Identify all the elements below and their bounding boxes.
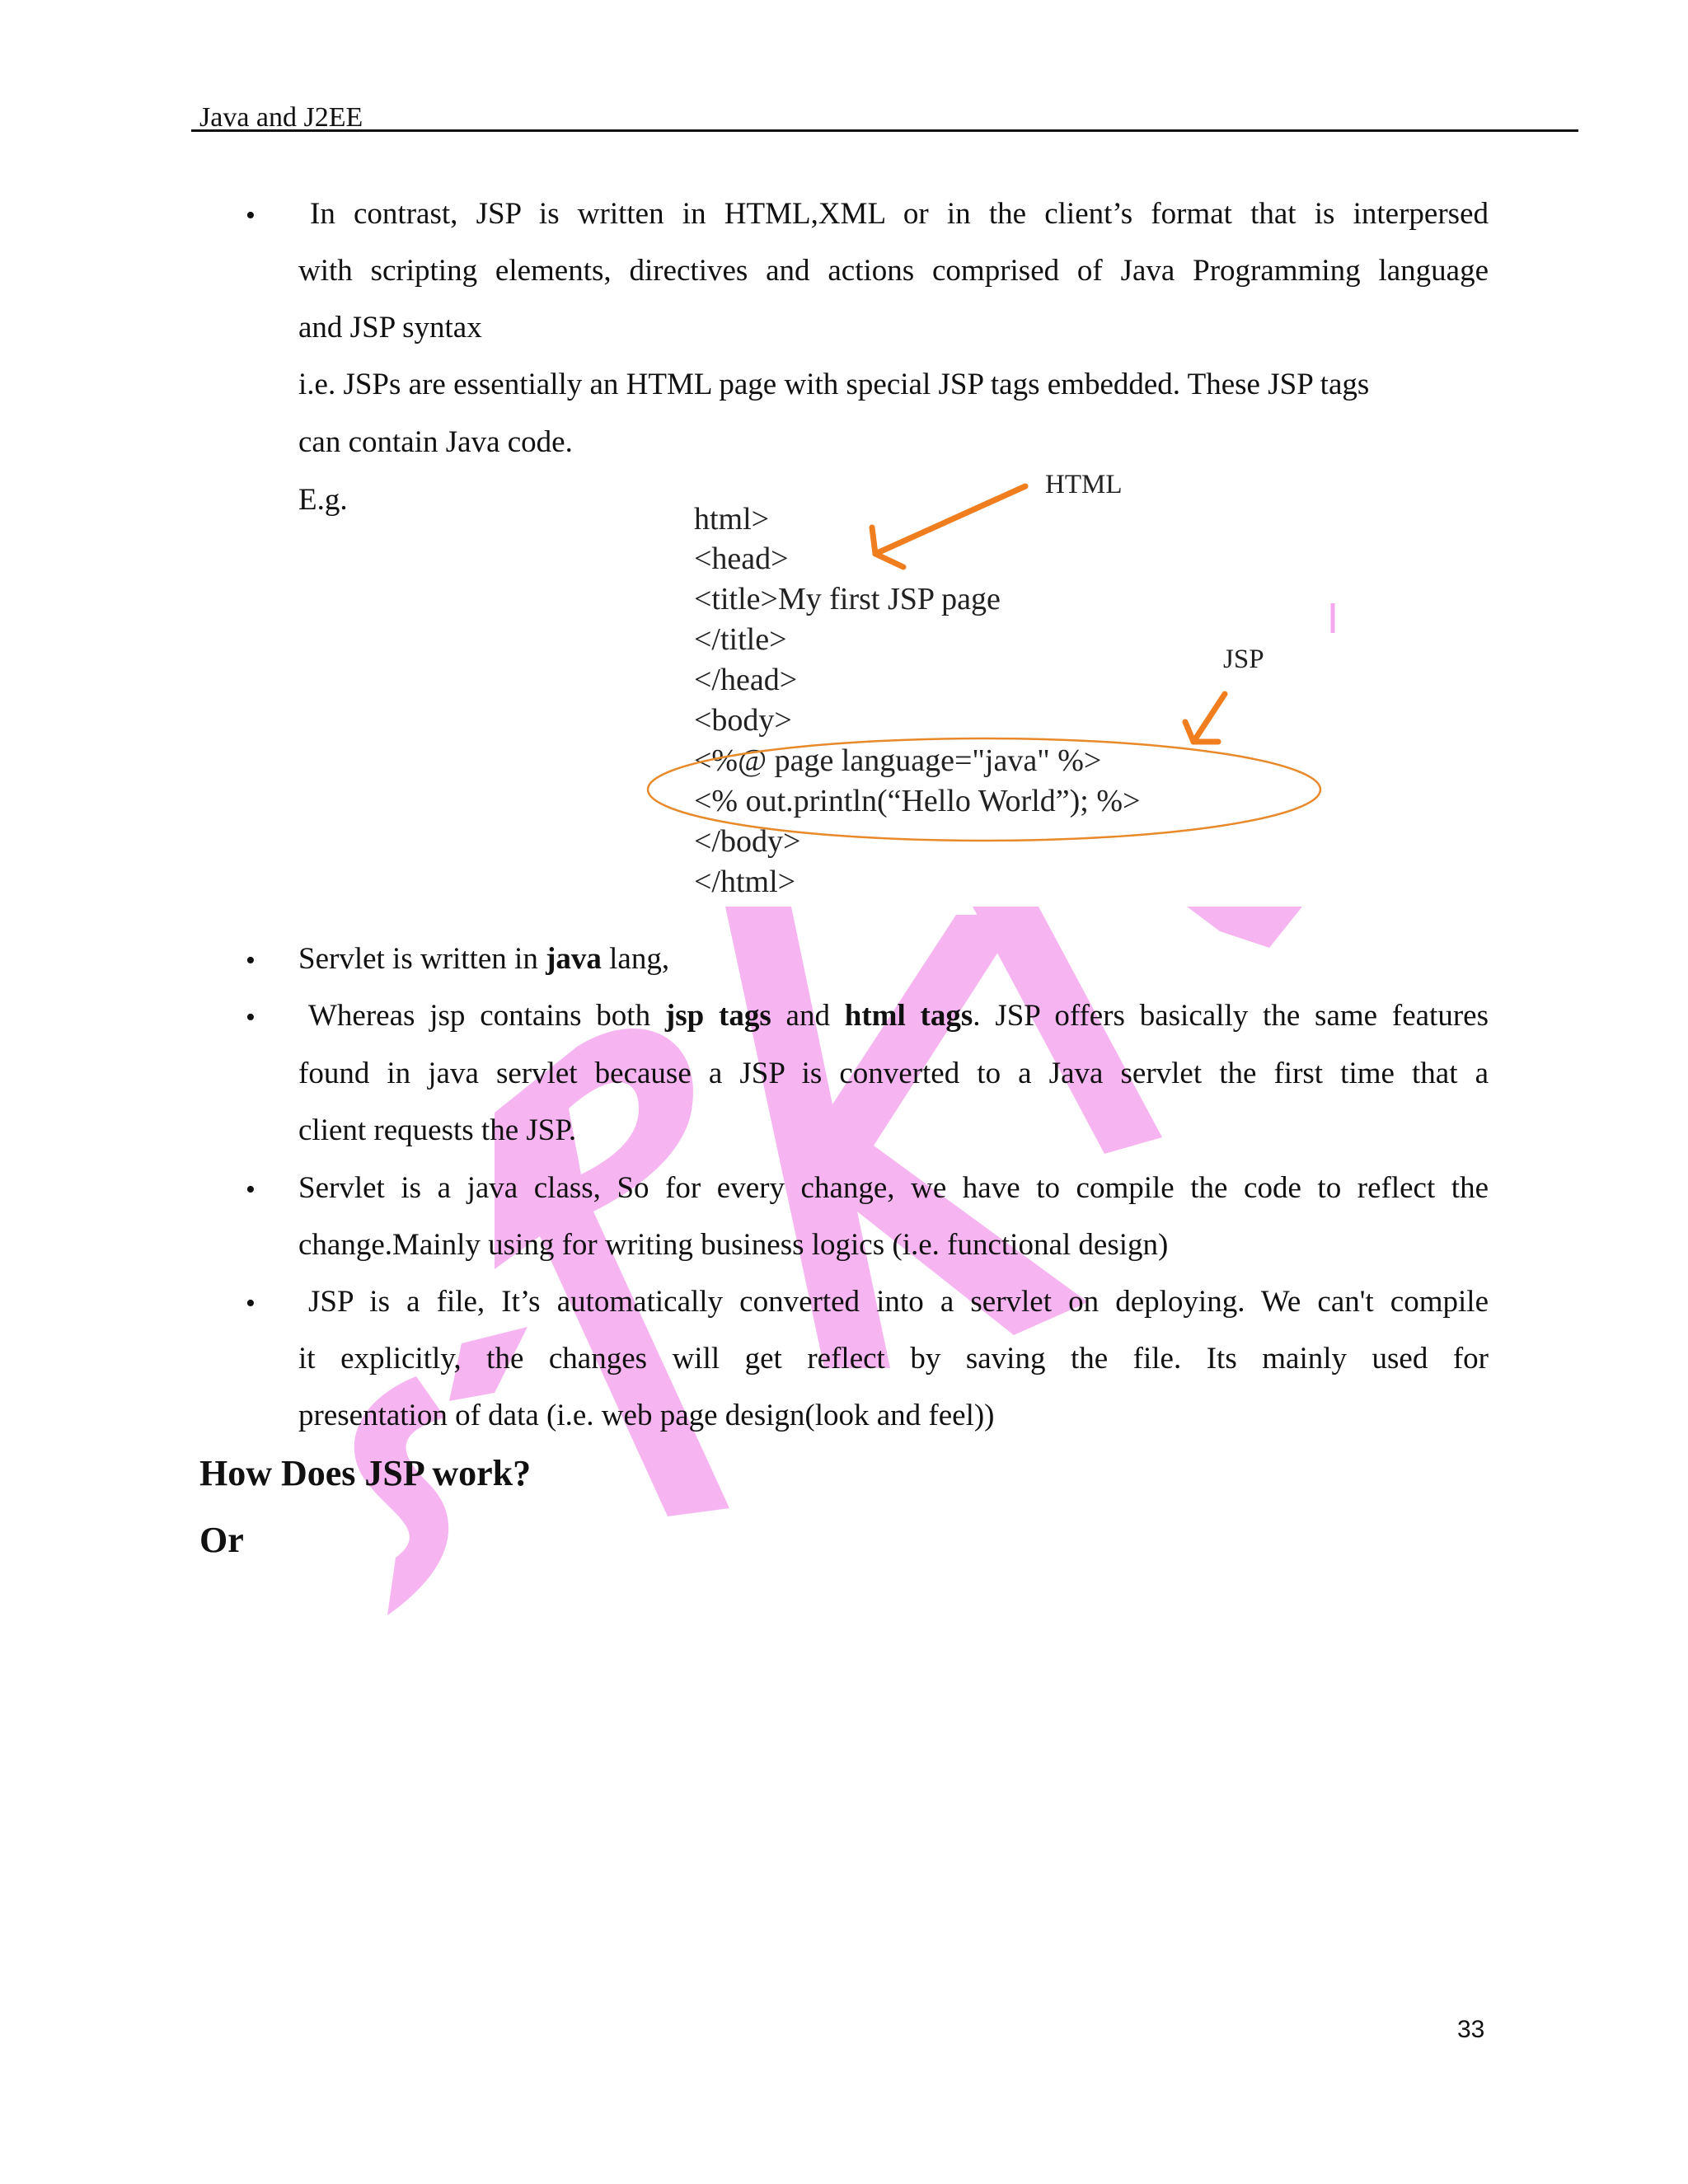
header-title: Java and J2EE (199, 102, 363, 133)
section-heading: How Does JSP work? (199, 1453, 532, 1493)
code-line: </body> (694, 824, 801, 859)
html-callout-label: HTML (1045, 470, 1123, 499)
bullet-marker: • (246, 1174, 256, 1205)
page-number: 33 (1457, 2016, 1485, 2043)
code-line: </html> (694, 865, 796, 899)
bullet-jsp-tags-line-3: client requests the JSP. (298, 1113, 577, 1147)
bullet-servlet-class: Servlet is a java class, So for every change, we have to compile the code to reflect the (298, 1171, 1489, 1205)
code-line: <% out.println(“Hello World”); %> (694, 784, 1141, 818)
section-heading-or: Or (199, 1520, 244, 1560)
code-line: <body> (694, 703, 792, 738)
bullet-jsp-tags-line-2: found in java servlet because a JSP is converted to a Java servlet the first time that a (298, 1057, 1489, 1090)
html-arrow (872, 486, 1025, 567)
eg-label: E.g. (298, 483, 348, 517)
bullet-servlet-java: Servlet is written in java lang, (298, 942, 670, 976)
code-line: <%@ page language="java" %> (694, 743, 1102, 778)
code-line: </head> (694, 663, 798, 697)
bullet-jsp-file-line-2: it explicitly, the changes will get reflect by saving the file. Its mainly used for (298, 1342, 1489, 1376)
bullet-marker: • (246, 200, 256, 231)
intro-line-2: with scripting elements, directives and actions comprised of Java Programming language (298, 254, 1489, 288)
bullet-jsp-tags: Whereas jsp contains both jsp tags and html tags. JSP offers basically the same features (308, 999, 1489, 1033)
bullet-servlet-class-line-2: change.Mainly using for writing business logics (i.e. functional design) (298, 1228, 1169, 1262)
bullet-jsp-file-line-3: presentation of data (i.e. web page design(look and feel)) (298, 1399, 995, 1432)
code-line: <title>My first JSP page (694, 582, 1001, 616)
bullet-jsp-file: JSP is a file, It’s automatically converted into a servlet on deploying. We can't compile (308, 1285, 1489, 1319)
bullet-marker: • (246, 1002, 256, 1033)
bullet-marker: • (246, 945, 256, 976)
intro-line-4: i.e. JSPs are essentially an HTML page with special JSP tags embedded. These JSP tags (298, 368, 1370, 401)
bullet-marker: • (246, 1288, 256, 1319)
jsp-ellipse (648, 738, 1320, 841)
code-line: html> (694, 502, 770, 537)
code-line: </title> (694, 622, 787, 657)
intro-line-3: and JSP syntax (298, 311, 482, 344)
intro-line-5: can contain Java code. (298, 425, 573, 459)
jsp-callout-label: JSP (1223, 644, 1264, 674)
intro-line-1: In contrast, JSP is written in HTML,XML or in the client’s format that is interpersed (310, 197, 1489, 231)
jsp-arrow (1185, 694, 1225, 742)
code-line: <head> (694, 541, 789, 576)
